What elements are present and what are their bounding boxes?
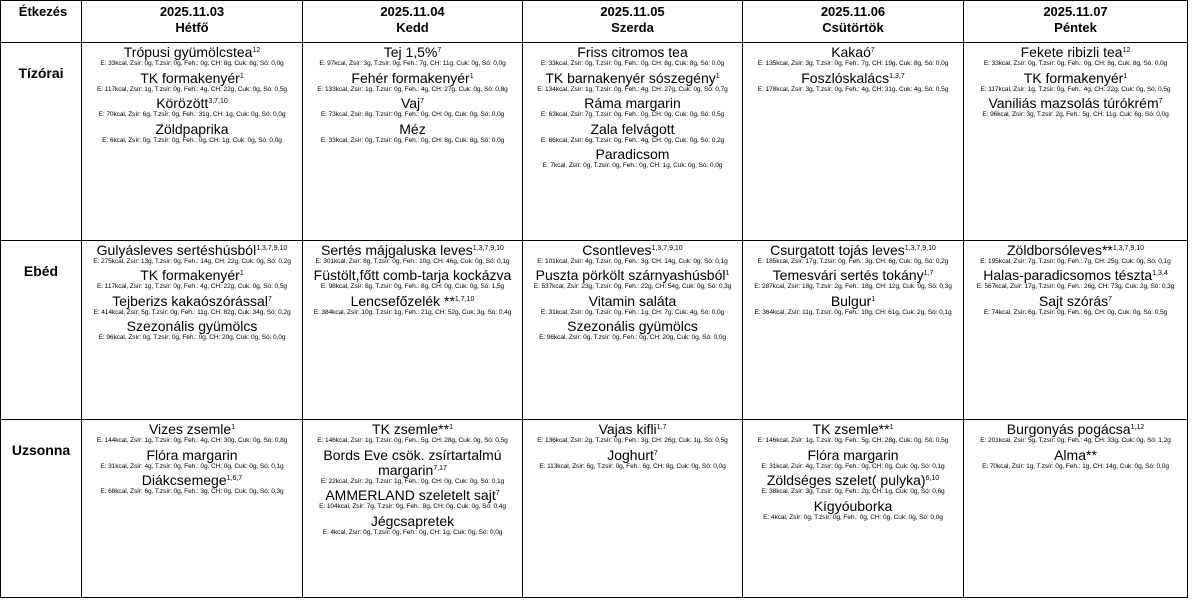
dish-name: Fehér formakenyér [351, 69, 470, 86]
nutrition-info: E: 31kcal, Zsír: 4g, T.zsír: 0g, Feh.: 0g, CH: 0g, Cuk: 0g, Só: 0,1g [100, 462, 284, 470]
menu-item [82, 448, 302, 470]
dish-name: Flóra margarin [146, 446, 238, 463]
nutrition-info: E: 38kcal, Zsír: 3g, T.zsír: 0g, Feh.: 2g, CH: 1g, Cuk: 0g, Só: 0,6g [761, 488, 945, 496]
menu-item [303, 448, 522, 485]
allergen-codes: 7,17 [433, 464, 447, 472]
menu-item [82, 268, 302, 290]
menu-item [303, 71, 522, 93]
dish-name: Sajt szórás [1038, 292, 1109, 309]
nutrition-info: E: 31kcal, Zsír: 4g, T.zsír: 0g, Feh.: 0g, CH: 0g, Cuk: 0g, Só: 0,1g [761, 462, 945, 470]
dish-name: Vaj [400, 95, 421, 112]
dish-name: Flóra margarin [807, 446, 899, 463]
dish-name-line [964, 96, 1187, 111]
menu-item [743, 422, 963, 444]
allergen-codes: 1,3,7,9,10 [256, 244, 288, 252]
dish-name-line [82, 268, 302, 283]
dish-name-line [82, 243, 302, 258]
nutrition-info: E: 96kcal, Zsír: 3g, T.zsír: 2g, Feh.: 5g, CH: 11g, Cuk: 6g, Só: 0,0g [982, 111, 1169, 119]
nutrition-info: E: 195kcal, Zsír: 7g, T.zsír: 0g, Feh.: 7g, CH: 25g, Cuk: 0g, Só: 0,1g [980, 257, 1171, 265]
menu-item [82, 122, 302, 144]
dish-name-line [964, 71, 1187, 86]
allergen-codes: 1,3,7,9,10 [904, 244, 936, 252]
dish-name: Temesvári sertés tokány [772, 267, 924, 284]
dish-name-line [303, 96, 522, 111]
nutrition-info: E: 7kcal, Zsír: 0g, T.zsír: 0g, Feh.: 0g, CH: 1g, Cuk: 0g, Só: 0,0g [542, 161, 723, 169]
allergen-codes: 7 [1158, 98, 1163, 106]
day-header-wednesday [523, 1, 743, 43]
dish-name: Zala felvágott [590, 120, 675, 137]
menu-item [523, 319, 742, 341]
dish-name-line [82, 45, 302, 60]
allergen-codes: 1,3,7 [889, 72, 905, 80]
menu-item [523, 147, 742, 169]
nutrition-info: E: 567kcal, Zsír: 17g, T.zsír: 0g, Feh.: 26g, CH: 73g, Cuk: 2g, Só: 0,3g [976, 283, 1175, 291]
menu-item [743, 243, 963, 265]
nutrition-info: E: 117kcal, Zsír: 1g, T.zsír: 0g, Feh.: 4g, CH: 22g, Cuk: 0g, Só: 0,5g [97, 85, 287, 93]
nutrition-info: E: 74kcal, Zsír: 6g, T.zsír: 0g, Feh.: 6g, CH: 0g, Cuk: 0g, Só: 0,5g [983, 308, 1168, 316]
dish-name: Sertés májgaluska leves [321, 241, 473, 258]
menu-item [964, 96, 1187, 118]
nutrition-info: E: 364kcal, Zsír: 11g, T.zsír: 0g, Feh.: 10g, CH: 61g, Cuk: 2g, Só: 0,1g [754, 308, 952, 316]
dish-name: Jégcsapretek [370, 512, 455, 529]
menu-item [303, 294, 522, 316]
menu-item [82, 473, 302, 495]
menu-cell [523, 240, 743, 420]
menu-item [523, 96, 742, 118]
nutrition-info: E: 117kcal, Zsír: 1g, T.zsír: 0g, Feh.: 4g, CH: 22g, Cuk: 0g, Só: 0,5g [980, 85, 1171, 93]
allergen-codes: 1 [871, 295, 876, 303]
menu-cell [743, 43, 964, 241]
menu-item [82, 45, 302, 67]
dish-name-line [82, 422, 302, 437]
dish-name-line [303, 122, 522, 137]
dish-name: Bords Eve csök. zsírtartalmú margarin [323, 446, 502, 478]
nutrition-info: E: 414kcal, Zsír: 5g, T.zsír: 0g, Feh.: 11g, CH: 82g, Cuk: 34g, Só: 0,2g [93, 308, 291, 316]
menu-cell [523, 43, 743, 241]
dish-name-line [964, 45, 1187, 60]
day-name: Kedd [396, 20, 429, 35]
dish-name-line [523, 294, 742, 309]
allergen-codes: 1 [239, 72, 244, 80]
dish-name-line [964, 268, 1187, 283]
nutrition-info: E: 68kcal, Zsír: 6g, T.zsír: 0g, Feh.: 3g, CH: 0g, Cuk: 0g, Só: 0,3g [100, 488, 284, 496]
dish-name: Burgonyás pogácsa [1006, 421, 1131, 438]
dish-name-line [743, 499, 963, 514]
dish-name: Füstölt,főtt comb-tarja kockázva [313, 267, 512, 284]
allergen-codes: 1 [725, 270, 730, 278]
dish-name-line [82, 448, 302, 463]
dish-name-line [964, 294, 1187, 309]
dish-name-line [82, 319, 302, 334]
meal-row-tizorai [1, 43, 1188, 241]
dish-name-line [303, 243, 522, 258]
dish-name: Ráma margarin [584, 95, 681, 112]
day-header-monday [82, 1, 303, 43]
menu-item [82, 294, 302, 316]
allergen-codes: 1,7 [656, 424, 667, 432]
dish-name-line [82, 71, 302, 86]
menu-item [743, 268, 963, 290]
menu-item [743, 71, 963, 93]
dish-name: Paradicsom [595, 145, 670, 162]
dish-name-line [82, 294, 302, 309]
nutrition-info: E: 4kcal, Zsír: 0g, T.zsír: 0g, Feh.: 0g, CH: 1g, Cuk: 0g, Só: 0,0g [322, 528, 503, 536]
dish-name: Vaniliás mazsolás túrókrém [988, 95, 1159, 112]
dish-name-line [523, 96, 742, 111]
nutrition-info: E: 96kcal, Zsír: 0g, T.zsír: 0g, Feh.: 0g, CH: 20g, Cuk: 0g, Só: 0,0g [98, 334, 286, 342]
nutrition-info: E: 113kcal, Zsír: 6g, T.zsír: 0g, Feh.: 6g, CH: 8g, Cuk: 0g, Só: 0,0g [539, 462, 726, 470]
menu-item [523, 268, 742, 290]
dish-name: Friss citromos tea [577, 44, 688, 61]
day-date: 2025.11.06 [820, 4, 886, 19]
meal-row-uzsonna [1, 420, 1188, 598]
menu-cell [743, 240, 964, 420]
dish-name: AMMERLAND szeletelt sajt [325, 487, 496, 504]
day-header-tuesday [303, 1, 523, 43]
dish-name-line [523, 122, 742, 137]
dish-name: Lencsefőzelék ** [350, 292, 455, 309]
nutrition-info: E: 146kcal, Zsír: 1g, T.zsír: 0g, Feh.: 5g, CH: 28g, Cuk: 0g, Só: 0,5g [317, 437, 508, 445]
dish-name: Diákcsemege [141, 472, 227, 489]
dish-name-line [743, 294, 963, 309]
menu-item [303, 45, 522, 67]
dish-name: Halas-paradicsomos tészta [983, 267, 1153, 284]
dish-name-line [82, 96, 302, 111]
dish-name-line [743, 45, 963, 60]
menu-item [303, 243, 522, 265]
nutrition-info: E: 70kcal, Zsír: 6g, T.zsír: 0g, Feh.: 31g, CH: 1g, Cuk: 0g, Só: 0,0g [98, 111, 286, 119]
dish-name: Csurgatott tojás leves [770, 241, 905, 258]
dish-name-line [303, 422, 522, 437]
header-row [1, 1, 1188, 43]
nutrition-info: E: 73kcal, Zsír: 8g, T.zsír: 0g, Feh.: 0g, CH: 0g, Cuk: 0g, Só: 0,0g [320, 111, 505, 119]
dish-name-line [743, 422, 963, 437]
dish-name: TK barnakenyér sószegény [545, 69, 716, 86]
allergen-codes: 1,7 [923, 270, 934, 278]
dish-name-line [82, 122, 302, 137]
menu-item [303, 96, 522, 118]
nutrition-info: E: 33kcal, Zsír: 0g, T.zsír: 0g, Feh.: 0g, CH: 8g, Cuk: 8g, Só: 0,0g [983, 60, 1168, 68]
dish-name: TK formakenyér [140, 69, 240, 86]
dish-name-line [743, 243, 963, 258]
dish-name-line [743, 473, 963, 488]
menu-item [82, 71, 302, 93]
dish-name: Szezonális gyümölcs [567, 318, 698, 335]
day-date: 2025.11.03 [159, 4, 225, 19]
allergen-codes: 1 [469, 72, 474, 80]
dish-name: Bulgur [830, 292, 872, 309]
menu-item [964, 422, 1187, 444]
dish-name: Tejberizs kakaószórással [112, 292, 268, 309]
dish-name-line [523, 147, 742, 162]
nutrition-info: E: 287kcal, Zsír: 18g, T.zsír: 2g, Feh.: 18g, CH: 12g, Cuk: 0g, Só: 0,3g [754, 283, 952, 291]
nutrition-info: E: 4kcal, Zsír: 0g, T.zsír: 0g, Feh.: 0g, CH: 0g, Cuk: 0g, Só: 0,0g [763, 513, 943, 521]
menu-item [82, 243, 302, 265]
day-name: Hétfő [175, 20, 209, 35]
menu-item [743, 45, 963, 67]
nutrition-info: E: 301kcal, Zsír: 8g, T.zsír: 0g, Feh.: 10g, CH: 46g, Cuk: 0g, Só: 0,1g [315, 257, 510, 265]
menu-item [82, 96, 302, 118]
allergen-codes: 1 [715, 72, 720, 80]
menu-item [964, 243, 1187, 265]
menu-item [82, 422, 302, 444]
nutrition-info: E: 275kcal, Zsír: 13g, T.zsír: 0g, Feh.: 14g, CH: 22g, Cuk: 0g, Só: 0,2g [93, 257, 291, 265]
menu-item [303, 268, 522, 290]
nutrition-info: E: 97kcal, Zsír: 3g, T.zsír: 0g, Feh.: 7g, CH: 11g, Cuk: 0g, Só: 0,0g [319, 60, 506, 68]
dish-name: Gulyásleves sertéshúsból [96, 241, 257, 258]
dish-name-line [303, 268, 522, 283]
nutrition-info: E: 70kcal, Zsír: 1g, T.zsír: 0g, Feh.: 1g, CH: 14g, Cuk: 0g, Só: 0,0g [982, 462, 1169, 470]
allergen-codes: 12 [1122, 47, 1131, 55]
menu-item [964, 71, 1187, 93]
nutrition-info: E: 136kcal, Zsír: 2g, T.zsír: 0g, Feh.: 3g, CH: 26g, Cuk: 1g, Só: 0,5g [537, 437, 728, 445]
allergen-codes: 7 [420, 98, 425, 106]
allergen-codes: 7 [870, 47, 875, 55]
menu-cell [743, 420, 964, 598]
dish-name-line [964, 422, 1187, 437]
dish-name: TK formakenyér [140, 267, 240, 284]
nutrition-info: E: 66kcal, Zsír: 6g, T.zsír: 0g, Feh.: 4g, CH: 0g, Cuk: 0g, Só: 0,2g [540, 136, 725, 144]
nutrition-info: E: 101kcal, Zsír: 4g, T.zsír: 0g, Feh.: 3g, CH: 14g, Cuk: 0g, Só: 0,1g [537, 257, 728, 265]
nutrition-info: E: 537kcal, Zsír: 23g, T.zsír: 0g, Feh.: 22g, CH: 54g, Cuk: 0g, Só: 0,3g [533, 283, 732, 291]
menu-cell [303, 43, 523, 241]
menu-cell [82, 43, 303, 241]
meal-label: Ebéd [1, 240, 82, 420]
dish-name: Körözött [156, 95, 209, 112]
dish-name-line [303, 488, 522, 503]
menu-item [523, 71, 742, 93]
allergen-codes: 1 [449, 424, 453, 432]
nutrition-info: E: 33kcal, Zsír: 0g, T.zsír: 0g, Feh.: 0g, CH: 8g, Cuk: 8g, Só: 0,0g [100, 60, 284, 68]
dish-name: Fekete ribizli tea [1020, 44, 1123, 61]
dish-name: Csontleves [582, 241, 652, 258]
day-name: Szerda [611, 20, 654, 35]
nutrition-info: E: 104kcal, Zsír: 7g, T.zsír: 0g, Feh.: 8g, CH: 0g, Cuk: 0g, Só: 0,4g [319, 503, 506, 511]
menu-cell [303, 420, 523, 598]
menu-item [964, 448, 1187, 470]
menu-cell [964, 240, 1188, 420]
menu-item [964, 294, 1187, 316]
dish-name: Szezonális gyümölcs [126, 318, 258, 335]
allergen-codes: 6,10 [925, 475, 940, 483]
dish-name-line [523, 268, 742, 283]
dish-name: TK formakenyér [1023, 69, 1124, 86]
dish-name-line [523, 45, 742, 60]
nutrition-info: E: 96kcal, Zsír: 0g, T.zsír: 0g, Feh.: 0g, CH: 20g, Cuk: 0g, Só: 0,0g [539, 334, 726, 342]
nutrition-info: E: 63kcal, Zsír: 7g, T.zsír: 0g, Feh.: 0g, CH: 0g, Cuk: 0g, Só: 0,5g [540, 111, 725, 119]
nutrition-info: E: 146kcal, Zsír: 1g, T.zsír: 0g, Feh.: 5g, CH: 28g, Cuk: 0g, Só: 0,5g [757, 437, 949, 445]
menu-item [303, 488, 522, 510]
menu-item [964, 268, 1187, 290]
dish-name-line [743, 268, 963, 283]
dish-name: Foszlóskalács [801, 69, 890, 86]
dish-name-line [743, 71, 963, 86]
day-name: Péntek [1054, 20, 1097, 35]
allergen-codes: 1,7,10 [454, 295, 475, 303]
menu-item [303, 514, 522, 536]
dish-name: Vizes zsemle [148, 421, 232, 438]
allergen-codes: 1,3,4 [1152, 270, 1168, 278]
menu-item [964, 45, 1187, 67]
menu-item [523, 448, 742, 470]
dish-name: Zöldborsóleves** [1007, 241, 1113, 258]
allergen-codes: 7 [653, 449, 658, 457]
allergen-codes: 1 [231, 424, 236, 432]
menu-item [82, 319, 302, 341]
allergen-codes: 7 [267, 295, 272, 303]
allergen-codes: 1,3,7,9,10 [472, 244, 504, 252]
dish-name-line [523, 71, 742, 86]
dish-name: Kígyóuborka [813, 497, 893, 514]
dish-name: Vajas kifli [598, 421, 657, 438]
menu-item [523, 243, 742, 265]
nutrition-info: E: 178kcal, Zsír: 3g, T.zsír: 0g, Feh.: 4g, CH: 31g, Cuk: 4g, Só: 0,5g [757, 85, 949, 93]
menu-cell [82, 420, 303, 598]
menu-item [743, 473, 963, 495]
menu-item [743, 499, 963, 521]
allergen-codes: 7 [437, 47, 442, 55]
menu-item [743, 448, 963, 470]
day-header-thursday [743, 1, 964, 43]
menu-item [523, 422, 742, 444]
dish-name: TK zsemle** [812, 421, 890, 438]
menu-cell [523, 420, 743, 598]
nutrition-info: E: 135kcal, Zsír: 3g, T.zsír: 0g, Feh.: 7g, CH: 19g, Cuk: 8g, Só: 0,0g [757, 60, 949, 68]
allergen-codes: 1,3,7,9,10 [1112, 244, 1144, 252]
meal-column-header: Étkezés [1, 1, 82, 43]
allergen-codes: 3,7,10 [208, 98, 228, 106]
dish-name-line [523, 243, 742, 258]
day-date: 2025.11.04 [380, 4, 445, 19]
day-date: 2025.11.07 [1043, 4, 1108, 19]
dish-name-line [82, 473, 302, 488]
dish-name-line [303, 514, 522, 529]
menu-item [303, 122, 522, 144]
menu-cell [303, 240, 523, 420]
dish-name: Tej 1,5% [383, 44, 438, 61]
allergen-codes: 1 [889, 424, 894, 432]
allergen-codes: 1 [239, 270, 244, 278]
menu-cell [82, 240, 303, 420]
dish-name: Vitamin saláta [588, 292, 677, 309]
dish-name-line [303, 448, 522, 478]
dish-name: Puszta pörkölt szárnyashúsból [535, 267, 726, 284]
allergen-codes: 7 [495, 490, 500, 498]
allergen-codes: 12 [252, 47, 261, 55]
dish-name: Alma** [1054, 446, 1097, 463]
dish-name-line [303, 294, 522, 309]
day-date: 2025.11.05 [600, 4, 665, 19]
nutrition-info: E: 133kcal, Zsír: 1g, T.zsír: 0g, Feh.: 4g, CH: 27g, Cuk: 0g, Só: 0,8g [317, 85, 508, 93]
dish-name-line [303, 45, 522, 60]
dish-name: Méz [399, 120, 426, 137]
meal-label: Uzsonna [1, 420, 82, 598]
menu-item [523, 294, 742, 316]
menu-item [303, 422, 522, 444]
dish-name-line [523, 422, 742, 437]
nutrition-info: E: 117kcal, Zsír: 1g, T.zsír: 0g, Feh.: 4g, CH: 22g, Cuk: 0g, Só: 0,5g [97, 283, 287, 291]
meal-row-ebed [1, 240, 1188, 420]
allergen-codes: 7 [1108, 295, 1113, 303]
day-header-friday [964, 1, 1188, 43]
dish-name: Zöldpaprika [155, 120, 229, 137]
nutrition-info: E: 144kcal, Zsír: 1g, T.zsír: 0g, Feh.: 4g, CH: 30g, Cuk: 0g, Só: 0,8g [96, 437, 288, 445]
dish-name-line [743, 448, 963, 463]
allergen-codes: 1,3,7,9,10 [651, 244, 683, 252]
nutrition-info: E: 6kcal, Zsír: 0g, T.zsír: 0g, Feh.: 0g, CH: 1g, Cuk: 0g, Só: 0,0g [102, 136, 282, 144]
meal-label: Tízórai [1, 43, 82, 241]
dish-name-line [964, 448, 1187, 463]
dish-name: Trópusi gyümölcstea [123, 44, 253, 61]
menu-item [743, 294, 963, 316]
nutrition-info: E: 22kcal, Zsír: 2g, T.zsír: 1g, Feh.: 0g, CH: 0g, Cuk: 0g, Só: 0,1g [320, 477, 505, 485]
nutrition-info: E: 201kcal, Zsír: 5g, T.zsír: 0g, Feh.: 4g, CH: 33g, Cuk: 0g, Só: 1,2g [980, 437, 1171, 445]
dish-name: TK zsemle** [372, 421, 450, 438]
menu-item [523, 122, 742, 144]
nutrition-info: E: 384kcal, Zsír: 10g, T.zsír: 1g, Feh.: 21g, CH: 52g, Cuk: 3g, Só: 0,4g [313, 308, 512, 316]
nutrition-info: E: 98kcal, Zsír: 8g, T.zsír: 0g, Feh.: 8g, CH: 0g, Cuk: 0g, Só: 1,5g [320, 283, 505, 291]
nutrition-info: E: 33kcal, Zsír: 0g, T.zsír: 0g, Feh.: 0g, CH: 8g, Cuk: 8g, Só: 0,0g [320, 136, 505, 144]
dish-name-line [303, 71, 522, 86]
dish-name-line [523, 319, 742, 334]
menu-item [523, 45, 742, 67]
dish-name: Joghurt [607, 446, 654, 463]
allergen-codes: 1 [1123, 72, 1128, 80]
dish-name: Kakaó [831, 44, 871, 61]
nutrition-info: E: 134kcal, Zsír: 1g, T.zsír: 0g, Feh.: 4g, CH: 27g, Cuk: 0g, Só: 0,7g [537, 85, 728, 93]
menu-cell [964, 420, 1188, 598]
allergen-codes: 1,6,7 [226, 475, 243, 483]
nutrition-info: E: 185kcal, Zsír: 17g, T.zsír: 0g, Feh.: 3g, CH: 6g, Cuk: 0g, Só: 0,2g [757, 257, 949, 265]
allergen-codes: 1,12 [1130, 424, 1145, 432]
dish-name-line [523, 448, 742, 463]
dish-name-line [964, 243, 1187, 258]
day-name: Csütörtök [822, 20, 884, 35]
nutrition-info: E: 31kcal, Zsír: 0g, T.zsír: 0g, Feh.: 1g, CH: 7g, Cuk: 4g, Só: 0,0g [540, 308, 725, 316]
menu-cell [964, 43, 1188, 241]
dish-name: Zöldséges szelet( pulyka) [766, 472, 926, 489]
nutrition-info: E: 33kcal, Zsír: 0g, T.zsír: 0g, Feh.: 0g, CH: 8g, Cuk: 8g, Só: 0,0g [540, 60, 725, 68]
